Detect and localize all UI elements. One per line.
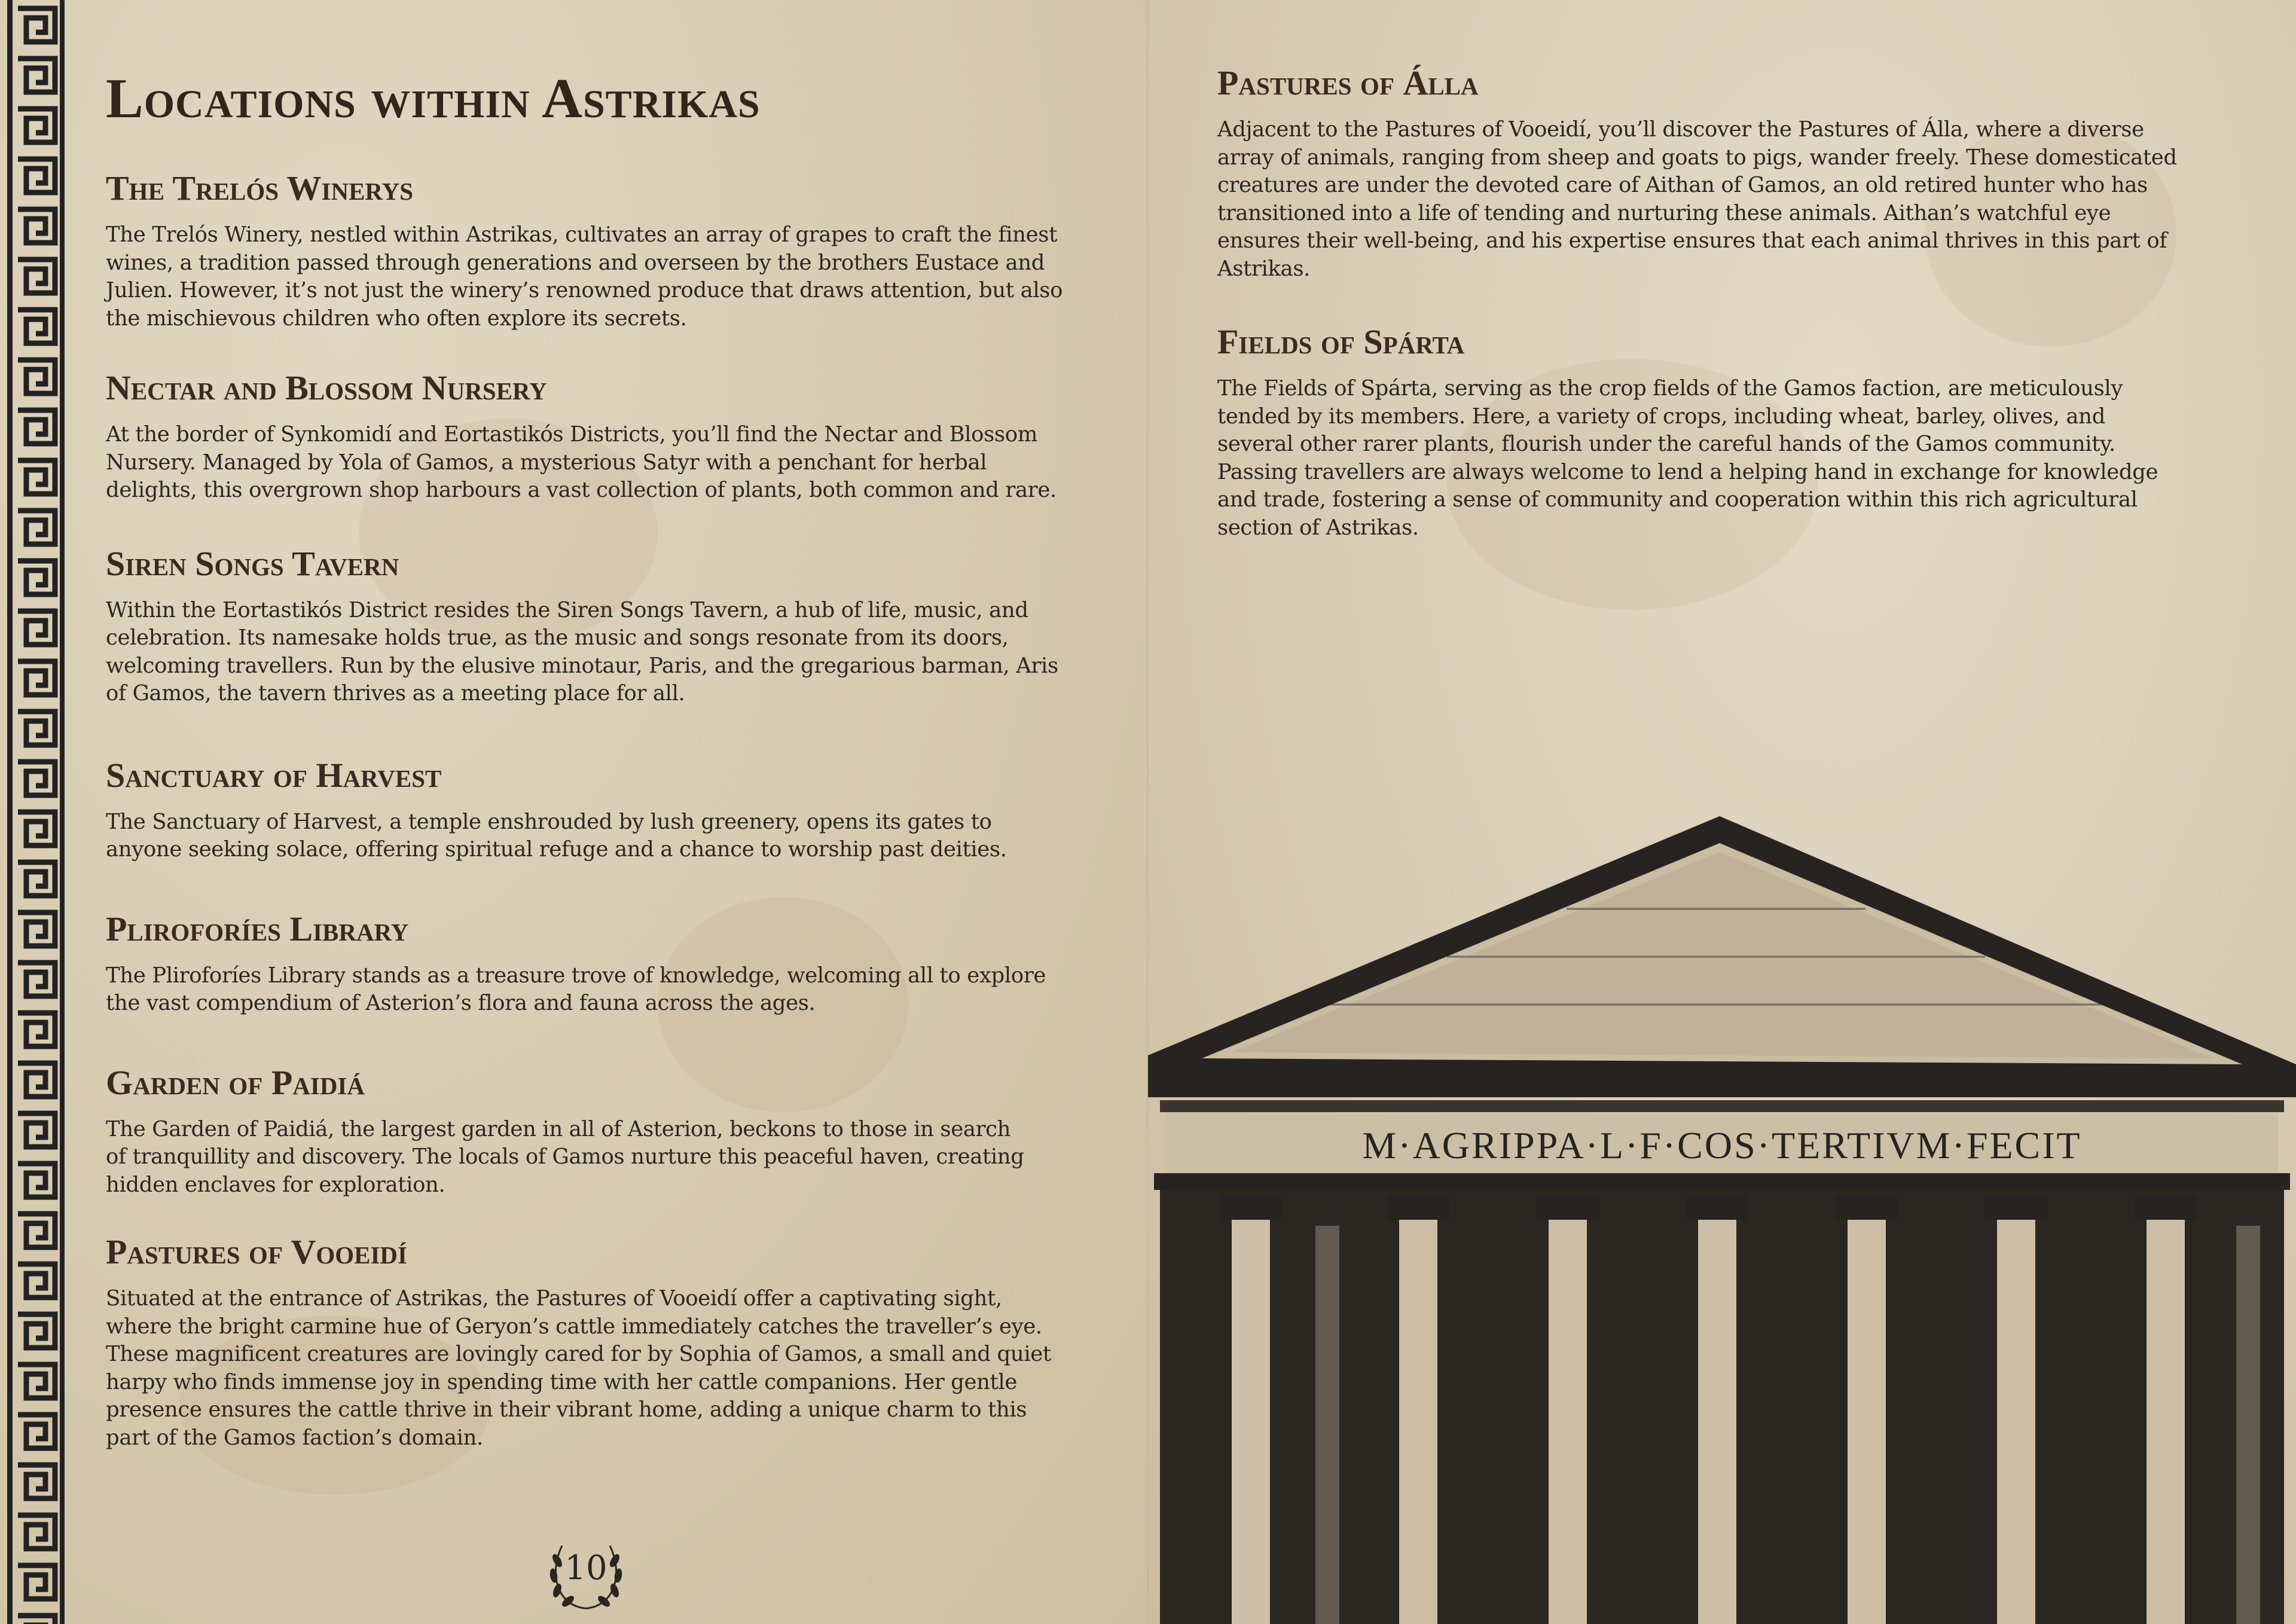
- section-body: [106, 597, 1074, 708]
- body-line: of tranquillity and discovery. The locals of Gamos nurture this peaceful haven, creating: [106, 1144, 1024, 1169]
- section-body: [106, 808, 1074, 864]
- body-line: and trade, fostering a sense of community and cooperation within this rich agricultural: [1217, 487, 2138, 512]
- body-line: the mischievous children who often explore its secrets.: [106, 306, 687, 331]
- body-line: At the border of Synkomidí and Eortastikós Districts, you’ll find the Nectar and Blossom: [106, 422, 1037, 447]
- body-line: where the bright carmine hue of Geryon’s cattle immediately catches the traveller’s eye.: [106, 1314, 1042, 1339]
- section-title: Garden of Paidiá: [106, 1063, 365, 1102]
- body-line: transitioned into a life of tending and nurturing these animals. Aithan’s watchful eye: [1217, 200, 2111, 225]
- body-line: harpy who finds immense joy in spending time with her cattle companions. Her gentle: [106, 1369, 1017, 1394]
- body-line: tended by its members. Here, a variety of crops, including wheat, barley, olives, and: [1217, 404, 2105, 429]
- body-line: wines, a tradition passed through generations and overseen by the brothers Eustace and: [106, 250, 1045, 275]
- section-body: [106, 962, 1074, 1018]
- body-line: welcoming travellers. Run by the elusive minotaur, Paris, and the gregarious barman, Aris: [106, 653, 1058, 678]
- body-line: Situated at the entrance of Astrikas, the Pastures of Vooeidí offer a captivating sight,: [106, 1286, 1002, 1311]
- section-pastures-alla: [1217, 63, 2186, 283]
- section-sanctuary-harvest: [106, 756, 1074, 864]
- section-garden-paidia: [106, 1063, 1074, 1199]
- body-line: the vast compendium of Asterion’s flora and fauna across the ages.: [106, 991, 816, 1015]
- body-line: several other rarer plants, flourish under the careful hands of the Gamos community.: [1217, 432, 2115, 456]
- section-title: Nectar and Blossom Nursery: [106, 368, 547, 407]
- section-body: [106, 1116, 1074, 1199]
- body-line: The Trelós Winery, nestled within Astrikas, cultivates an array of grapes to craft the finest: [106, 222, 1057, 247]
- body-line: delights, this overgrown shop harbours a vast collection of plants, both common and rare.: [106, 478, 1057, 502]
- body-line: Within the Eortastikós District resides the Siren Songs Tavern, a hub of life, music, and: [106, 597, 1028, 622]
- section-body: [106, 1285, 1074, 1452]
- body-line: Passing travellers are always welcome to lend a helping hand in exchange for knowledge: [1217, 459, 2158, 484]
- page-title: Locations within Astrikas: [106, 68, 761, 130]
- body-line: ensures their well-being, and his expertise ensures that each animal thrives in this part of: [1217, 228, 2167, 253]
- body-line: celebration. Its namesake holds true, as the music and songs resonate from its doors,: [106, 625, 1009, 650]
- body-line: The Pliroforíes Library stands as a treasure trove of knowledge, welcoming all to explore: [106, 963, 1046, 988]
- section-title: Sanctuary of Harvest: [106, 755, 442, 795]
- body-line: part of the Gamos faction’s domain.: [106, 1425, 483, 1450]
- section-body: [106, 421, 1074, 505]
- body-line: Adjacent to the Pastures of Vooeidí, you’ll discover the Pastures of Álla, where a diverse: [1217, 117, 2144, 142]
- body-line: Julien. However, it’s not just the winery’s renowned produce that draws attention, but also: [106, 278, 1063, 303]
- greek-key-border-icon: [0, 0, 67, 1624]
- body-line: presence ensures the cattle thrive in their vibrant home, adding a unique charm to this: [106, 1397, 1027, 1422]
- pantheon-illustration: [1148, 807, 2296, 1624]
- body-line: array of animals, ranging from sheep and goats to pigs, wander freely. These domesticated: [1217, 145, 2177, 170]
- section-plirofories-library: [106, 909, 1074, 1018]
- section-title: Siren Songs Tavern: [106, 544, 399, 583]
- page-number: [544, 1531, 628, 1614]
- section-pastures-vooeidi: [106, 1232, 1074, 1452]
- section-trelos-winerys: [106, 169, 1074, 332]
- section-title: Pastures of Álla: [1217, 63, 1479, 102]
- body-line: Astrikas.: [1217, 256, 1311, 281]
- left-column: [106, 66, 1074, 1452]
- section-title: Pastures of Vooeidí: [106, 1232, 407, 1271]
- section-nectar-blossom: [106, 368, 1074, 505]
- section-siren-songs: [106, 544, 1074, 708]
- body-line: creatures are under the devoted care of Aithan of Gamos, an old retired hunter who has: [1217, 173, 2148, 197]
- body-line: of Gamos, the tavern thrives as a meeting place for all.: [106, 681, 685, 706]
- section-title: The Trelós Winerys: [106, 169, 413, 207]
- section-title: Fields of Spárta: [1217, 322, 1465, 361]
- section-fields-sparta: [1217, 322, 2186, 542]
- body-line: The Fields of Spárta, serving as the crop fields of the Gamos faction, are meticulously: [1217, 376, 2123, 401]
- body-line: Nursery. Managed by Yola of Gamos, a mysterious Satyr with a penchant for herbal: [106, 450, 987, 475]
- body-line: section of Astrikas.: [1217, 515, 1419, 540]
- body-line: These magnificent creatures are lovingly cared for by Sophia of Gamos, a small and quiet: [106, 1342, 1051, 1366]
- body-line: The Sanctuary of Harvest, a temple enshrouded by lush greenery, opens its gates to: [106, 809, 992, 834]
- page-number-text: 10: [564, 1549, 607, 1588]
- section-body: [1217, 116, 2186, 283]
- temple-inscription: M·AGRIPPA·L·F·COS·TERTIVM·FECIT: [1362, 1124, 2082, 1167]
- body-line: The Garden of Paidiá, the largest garden in all of Asterion, beckons to those in search: [106, 1116, 1011, 1141]
- section-body: [1217, 375, 2186, 542]
- body-line: anyone seeking solace, offering spiritual refuge and a chance to worship past deities.: [106, 837, 1007, 862]
- section-body: [106, 221, 1074, 332]
- body-line: hidden enclaves for exploration.: [106, 1172, 445, 1197]
- right-column: [1217, 63, 2186, 542]
- section-title: Pliroforíes Library: [106, 909, 409, 948]
